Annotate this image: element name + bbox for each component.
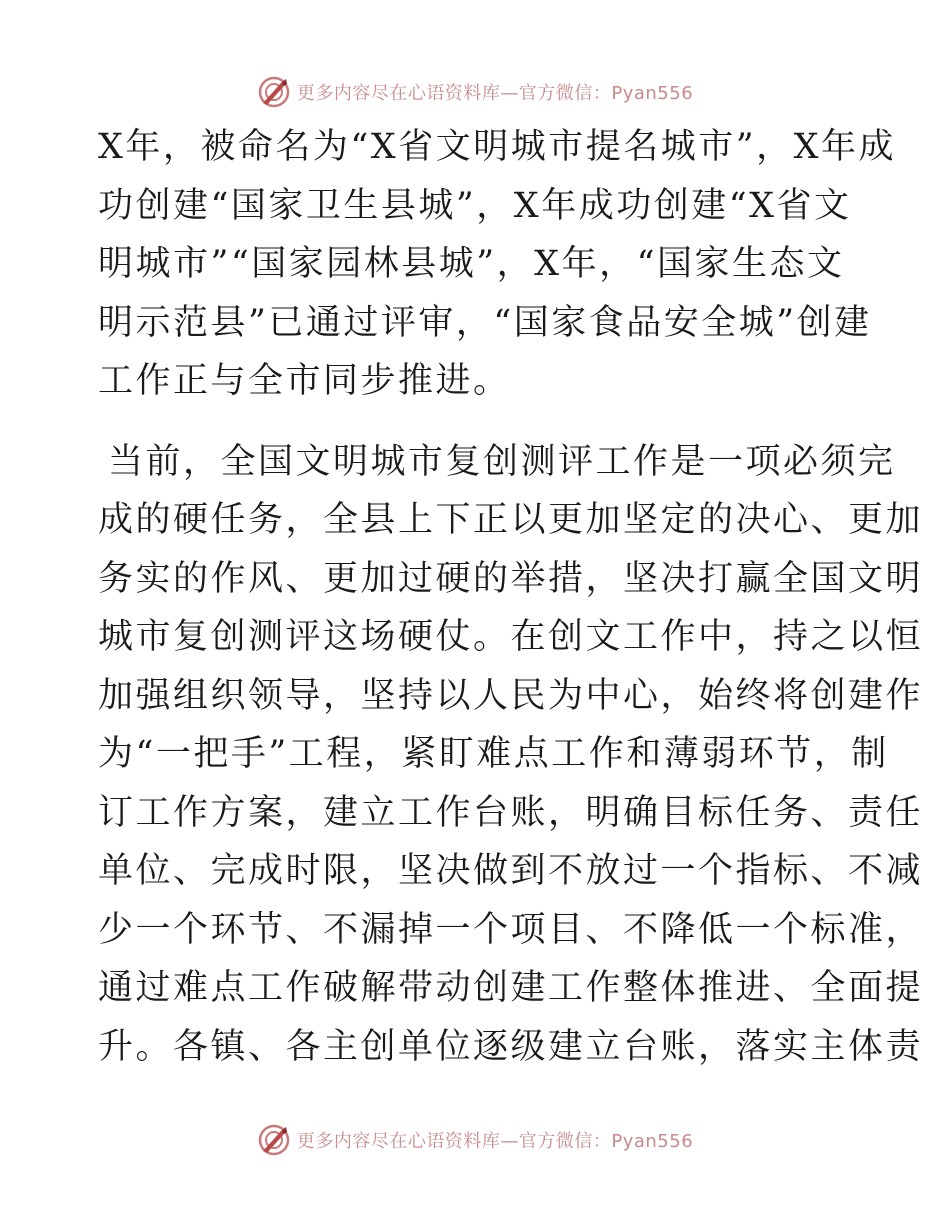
text-line: X年，被命名为“X省文明城市提名城市”，X年成	[98, 127, 897, 167]
paragraph-2	[98, 433, 924, 1077]
text-line: 加强组织领导，坚持以人民为中心，始终将创建作	[98, 675, 924, 716]
text-line: 功创建“国家卫生县城”，X年成功创建“X省文	[98, 185, 852, 226]
text-line: 订工作方案，建立工作台账，明确目标任务、责任	[98, 792, 924, 833]
header-watermark	[0, 72, 950, 112]
watermark-text: 更多内容尽在心语资料库—官方微信：Pyan556	[296, 1131, 694, 1152]
document-body	[98, 118, 924, 1076]
handwriting-seal-logo-icon	[257, 1123, 291, 1157]
watermark-text: 更多内容尽在心语资料库—官方微信：Pyan556	[296, 83, 694, 104]
handwriting-seal-logo-icon	[257, 75, 291, 109]
text-line: 为“一把手”工程，紧盯难点工作和薄弱环节，制	[98, 734, 889, 774]
text-line: 务实的作风、更加过硬的举措，坚决打赢全国文明	[98, 558, 924, 599]
text-line: 少一个环节、不漏掉一个项目、不降低一个标准，	[98, 909, 924, 950]
text-line: 明城市”“国家园林县城”，X年，“国家生态文	[98, 244, 845, 284]
footer-watermark	[0, 1120, 950, 1160]
text-line: 单位、完成时限，坚决做到不放过一个指标、不减	[98, 851, 924, 891]
text-line: 工作正与全市同步推进。	[98, 361, 511, 401]
text-line: 明示范县”已通过评审，“国家食品安全城”创建	[98, 302, 872, 343]
text-line: 城市复创测评这场硬仗。在创文工作中，持之以恒	[98, 617, 924, 657]
text-line: 成的硬任务，全县上下正以更加坚定的决心、更加	[98, 500, 924, 540]
text-line: 当前，全国文明城市复创测评工作是一项必须完	[108, 441, 896, 482]
paragraph-1	[98, 118, 897, 411]
text-line: 通过难点工作破解带动创建工作整体推进、全面提	[98, 968, 924, 1008]
text-line: 升。各镇、各主创单位逐级建立台账，落实主体责	[98, 1026, 924, 1067]
